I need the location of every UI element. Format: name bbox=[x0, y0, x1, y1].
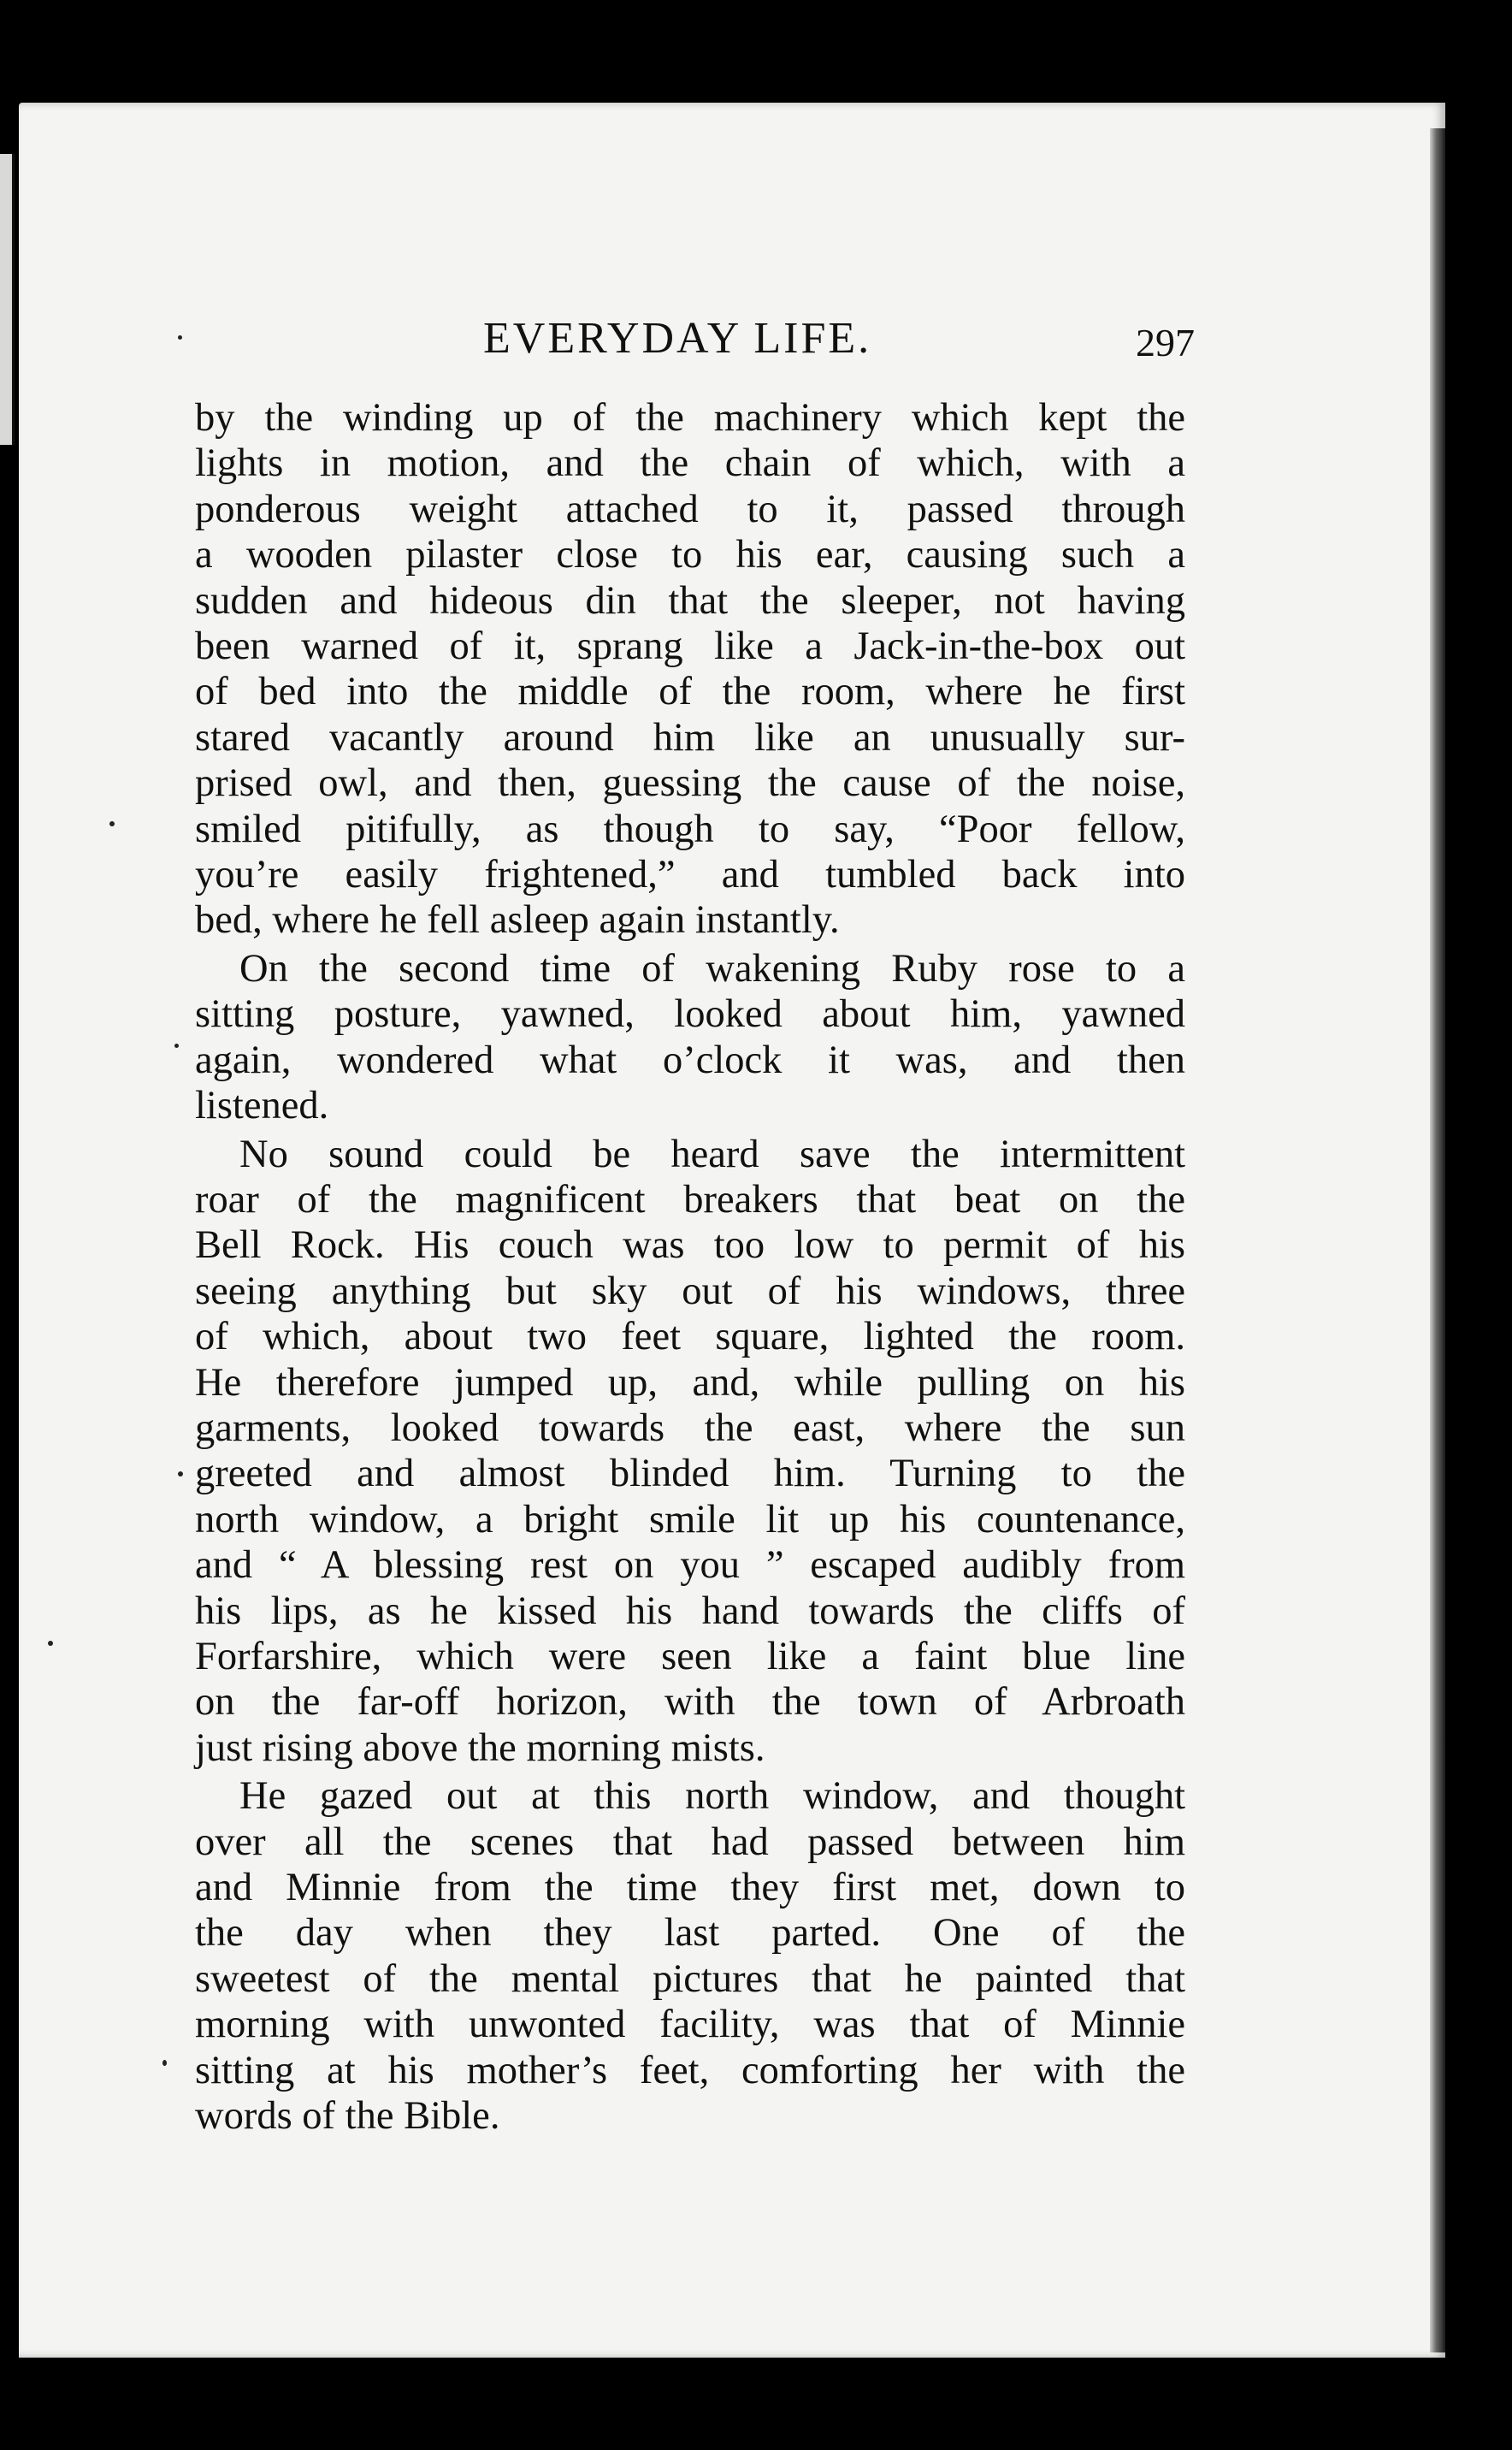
text-line: sweetest of the mental pictures that he painted that bbox=[195, 1956, 1185, 2001]
text-line: again, wondered what o’clock it was, and then bbox=[195, 1038, 1185, 1082]
text-line: words of the Bible. bbox=[195, 2094, 500, 2139]
text-line: garments, looked towards the east, where the sun bbox=[195, 1405, 1185, 1450]
scan-speck bbox=[48, 1641, 53, 1646]
text-line: his lips, as he kissed his hand towards the cliffs of bbox=[195, 1589, 1185, 1633]
text-line: sitting at his mother’s feet, comforting her with the bbox=[195, 2048, 1185, 2092]
page-number: 297 bbox=[1136, 321, 1195, 364]
text-line: of bed into the middle of the room, where he first bbox=[195, 670, 1185, 714]
text-line: stared vacantly around him like an unusually sur- bbox=[195, 715, 1185, 760]
text-line: you’re easily frightened,” and tumbled back into bbox=[195, 853, 1185, 897]
left-page-edge bbox=[0, 154, 15, 445]
text-line: He therefore jumped up, and, while pulling on his bbox=[195, 1360, 1185, 1405]
text-line: and “ A blessing rest on you ” escaped audibly from bbox=[195, 1543, 1185, 1588]
text-line: No sound could be heard save the intermittent bbox=[239, 1132, 1185, 1176]
text-line: seeing anything but sky out of his windows, three bbox=[195, 1269, 1185, 1313]
text-line: roar of the magnificent breakers that beat on the bbox=[195, 1177, 1185, 1222]
body-text bbox=[195, 395, 1185, 2139]
text-line: sitting posture, yawned, looked about him, yawned bbox=[195, 992, 1185, 1037]
text-line: just rising above the morning mists. bbox=[195, 1725, 765, 1770]
text-line: On the second time of wakening Ruby rose to a bbox=[239, 946, 1185, 991]
paragraph bbox=[195, 395, 1185, 944]
scan-speck bbox=[162, 2060, 167, 2066]
running-head-title: EVERYDAY LIFE. bbox=[483, 314, 872, 363]
text-line: been warned of it, sprang like a Jack-in-the-box out bbox=[195, 624, 1185, 669]
text-line: bed, where he fell asleep again instantly. bbox=[195, 898, 840, 943]
scan-speck bbox=[109, 821, 115, 826]
right-page-edge bbox=[1430, 128, 1445, 2352]
text-line: on the far-off horizon, with the town of Arbroath bbox=[195, 1680, 1185, 1725]
text-line: north window, a bright smile lit up his countenance, bbox=[195, 1497, 1185, 1542]
text-line: greeted and almost blinded him. Turning to the bbox=[195, 1452, 1185, 1496]
text-line: a wooden pilaster close to his ear, causing such a bbox=[195, 533, 1185, 577]
text-line: smiled pitifully, as though to say, “Poor fellow, bbox=[195, 807, 1185, 851]
text-line: by the winding up of the machinery which kept the bbox=[195, 396, 1185, 440]
running-head bbox=[0, 313, 1512, 373]
scan-speck bbox=[174, 1044, 179, 1048]
text-line: Bell Rock. His couch was too low to permit of his bbox=[195, 1223, 1185, 1268]
text-line: listened. bbox=[195, 1084, 329, 1128]
text-line: Forfarshire, which were seen like a faint blue line bbox=[195, 1634, 1185, 1678]
text-line: prised owl, and then, guessing the cause of the noise, bbox=[195, 761, 1185, 806]
paragraph bbox=[195, 1773, 1185, 2139]
scan-speck bbox=[178, 1471, 183, 1477]
text-line: lights in motion, and the chain of which, with a bbox=[195, 441, 1185, 486]
text-line: ponderous weight attached to it, passed through bbox=[195, 487, 1185, 531]
scan-speck bbox=[178, 335, 182, 340]
text-line: and Minnie from the time they first met, down to bbox=[195, 1866, 1185, 1909]
text-line: over all the scenes that had passed between him bbox=[195, 1820, 1185, 1864]
paragraph bbox=[195, 946, 1185, 1129]
text-line: morning with unwonted facility, was that of Minnie bbox=[195, 2003, 1185, 2047]
text-line: He gazed out at this north window, and thought bbox=[239, 1774, 1185, 1819]
paragraph bbox=[195, 1132, 1185, 1772]
text-line: the day when they last parted. One of the bbox=[195, 1911, 1185, 1956]
text-line: of which, about two feet square, lighted the room. bbox=[195, 1315, 1185, 1359]
text-line: sudden and hideous din that the sleeper, not having bbox=[195, 578, 1185, 623]
